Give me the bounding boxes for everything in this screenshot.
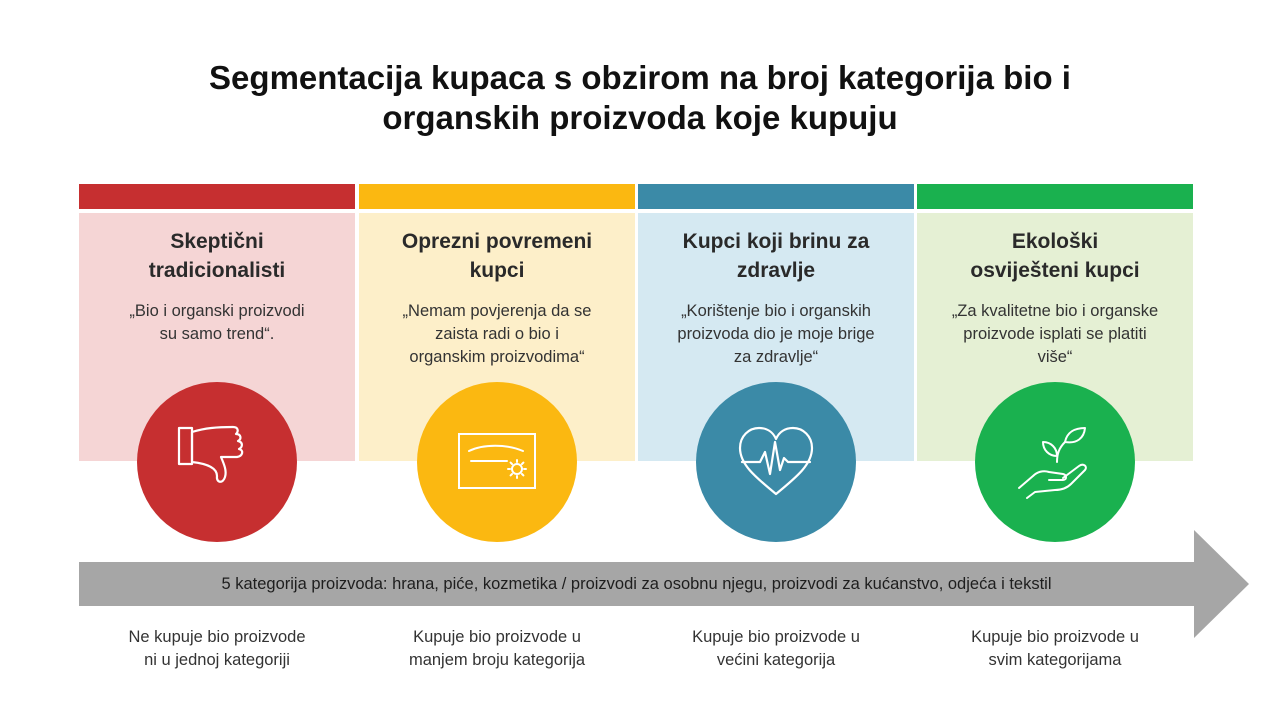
title-line-2: organskih proizvoda koje kupuju [382, 99, 898, 137]
segment-title-line: zdravlje [736, 259, 816, 283]
arrow-label: 5 kategorija proizvoda: hrana, piće, kozmetika / proizvodi za osobnu njegu, proizvodi za kućanstvo, odjeća i tekstil [221, 574, 1052, 593]
segment-icon-circle [975, 382, 1135, 542]
segment-title [79, 227, 355, 286]
thumbs-down-icon [175, 420, 259, 504]
segment-color-bar [638, 184, 914, 209]
segment-bottom-line: svim kategorijama [988, 651, 1122, 670]
segment-quote-line: zaista radi o bio i [435, 325, 559, 344]
segment-quote-line: „Korištenje bio i organskih [681, 302, 871, 320]
segment-quote [638, 300, 914, 369]
title-line-1: Segmentacija kupaca s obzirom na broj kategorija bio i [209, 59, 1071, 96]
segment-title-line: Skeptični [170, 230, 264, 253]
segment-title-line: Ekološki [1011, 230, 1099, 253]
segment-title [359, 227, 635, 286]
segment-bottom-line: Kupuje bio proizvode u [971, 628, 1139, 646]
segment-quote [917, 300, 1193, 369]
segment-quote [359, 300, 635, 369]
segment-bottom-line: ni u jednoj kategoriji [144, 651, 290, 670]
segment-quote-line: „Za kvalitetne bio i organske [951, 302, 1159, 320]
segment-color-bar [359, 184, 635, 209]
segment-quote-line: za zdravlje“ [733, 348, 819, 367]
segment-bottom-line: Kupuje bio proizvode u [413, 628, 581, 646]
segment-title-line: kupci [469, 259, 525, 283]
segment-bottom-line: manjem broju kategorija [408, 651, 586, 670]
segment-icon-circle [137, 382, 297, 542]
hand-plant-icon [1013, 420, 1097, 504]
segment-bottom-line: Ne kupuje bio proizvode [128, 628, 306, 646]
segment-quote-line: organskim proizvodima“ [409, 348, 585, 367]
segment-quote-line: su samo trend“. [159, 325, 275, 344]
segment-quote-line: više“ [1037, 348, 1073, 367]
segment-title [638, 227, 914, 286]
certificate-icon [455, 420, 539, 504]
segment-title-line: tradicionalisti [148, 259, 286, 283]
segment-title-line: Oprezni povremeni [401, 230, 593, 253]
segment-title [917, 227, 1193, 286]
segment-icon-circle [696, 382, 856, 542]
segment-title-line: Kupci koji brinu za [682, 230, 870, 253]
page-title [140, 58, 1140, 139]
segment-quote [79, 300, 355, 346]
segment-quote-line: proizvoda dio je moje brige [677, 325, 875, 344]
segment-color-bar [79, 184, 355, 209]
segment-icon-circle [417, 382, 577, 542]
segment-bottom-line: Kupuje bio proizvode u [692, 628, 860, 646]
segment-color-bar [917, 184, 1193, 209]
segment-bottom-line: većini kategorija [716, 651, 836, 670]
segment-quote-line: „Nemam povjerenja da se [402, 302, 592, 320]
segment-title-line: osviješteni kupci [970, 259, 1140, 283]
heart-pulse-icon [734, 420, 818, 504]
segment-quote-line: proizvode isplati se platiti [963, 325, 1147, 344]
segment-quote-line: „Bio i organski proizvodi [129, 302, 305, 320]
